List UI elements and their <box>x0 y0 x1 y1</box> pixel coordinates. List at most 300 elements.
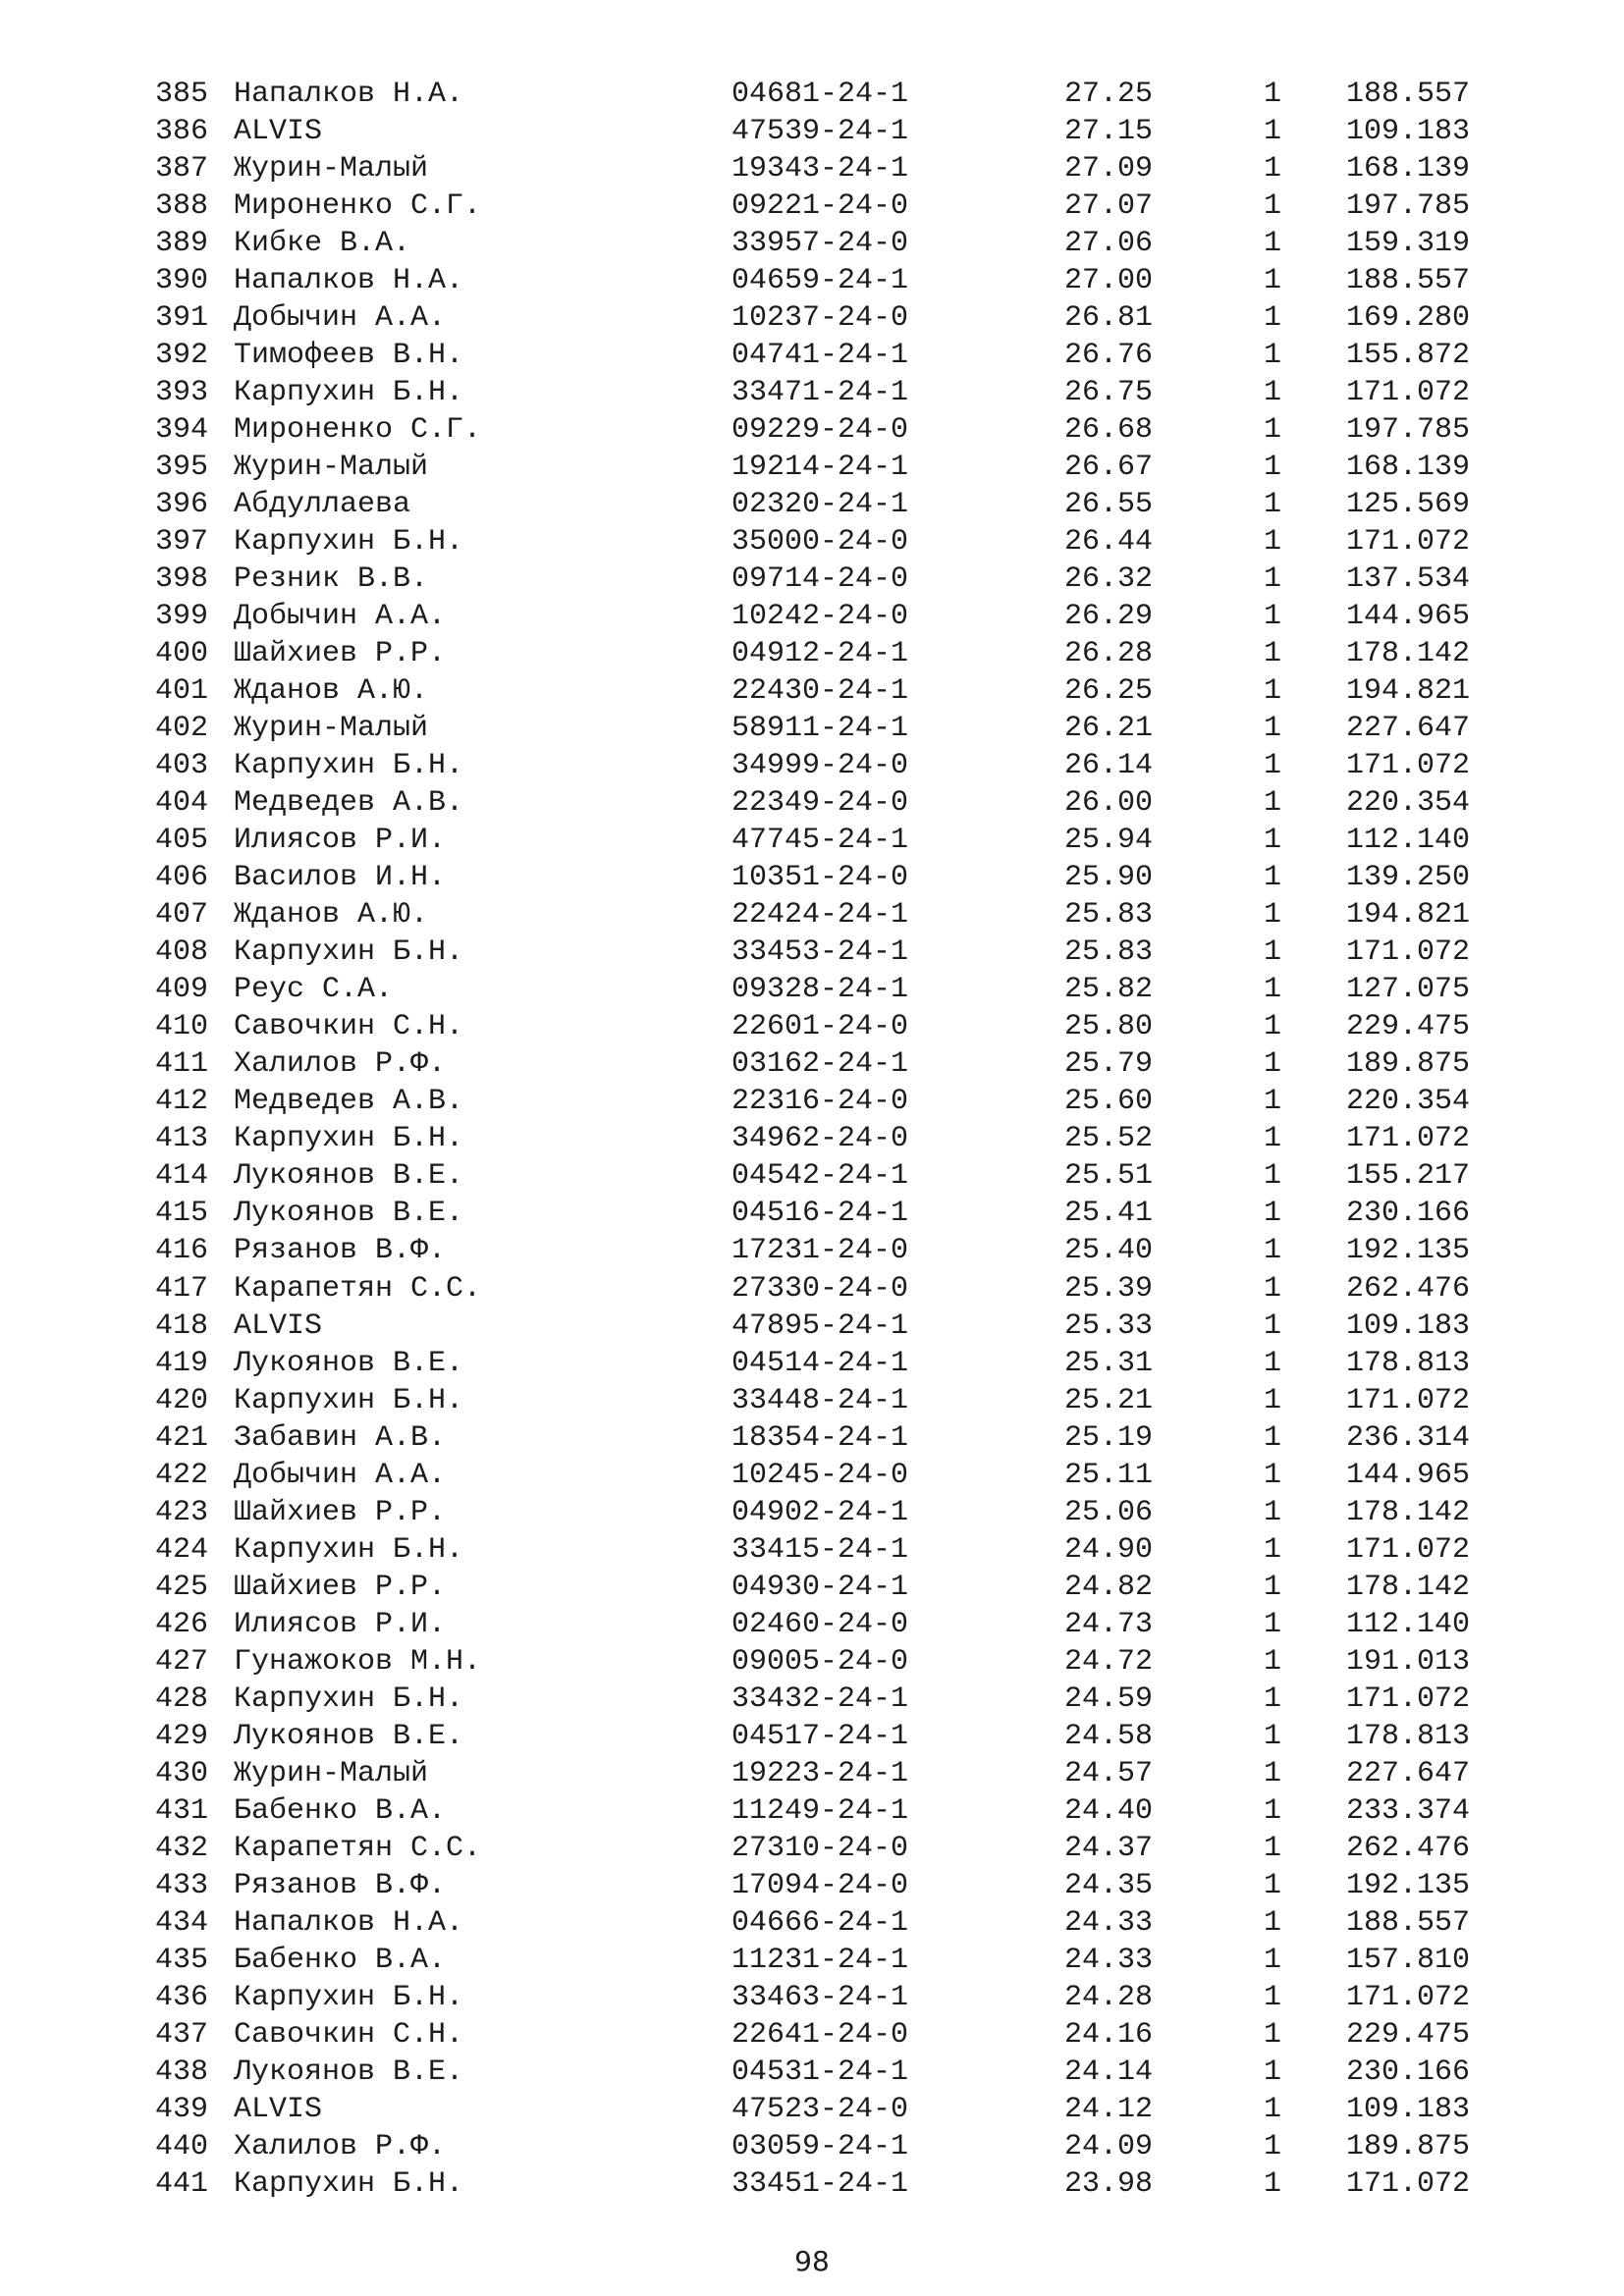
row-total: 197.785 <box>1346 413 1471 448</box>
row-rank: 419 <box>155 1346 209 1380</box>
row-total: 109.183 <box>1346 115 1471 149</box>
row-rank: 428 <box>155 1682 209 1716</box>
row-rank: 391 <box>155 301 209 336</box>
row-score: 26.29 <box>1064 600 1154 634</box>
row-total: 109.183 <box>1346 2092 1471 2126</box>
row-name: Шайхиев Р.Р. <box>234 1570 447 1604</box>
result-row <box>0 337 1624 374</box>
row-count: 1 <box>1264 1607 1282 1641</box>
result-row <box>0 859 1624 896</box>
row-count: 1 <box>1264 2017 1282 2052</box>
result-row <box>0 1345 1624 1382</box>
row-name: Забавин А.В. <box>234 1420 447 1455</box>
row-score: 25.90 <box>1064 861 1154 895</box>
row-count: 1 <box>1264 712 1282 746</box>
row-score: 24.16 <box>1064 2017 1154 2052</box>
row-count: 1 <box>1264 1980 1282 2014</box>
row-score: 25.19 <box>1064 1420 1154 1455</box>
row-score: 26.32 <box>1064 562 1154 597</box>
row-total: 189.875 <box>1346 1047 1471 1082</box>
row-name: Карпухин Б.Н. <box>234 1682 464 1716</box>
row-score: 25.83 <box>1064 898 1154 933</box>
row-name: Карпухин Б.Н. <box>234 525 464 560</box>
row-rank: 424 <box>155 1532 209 1567</box>
row-score: 23.98 <box>1064 2166 1154 2201</box>
row-rank: 402 <box>155 712 209 746</box>
row-rank: 387 <box>155 152 209 187</box>
row-code: 19223-24-1 <box>731 1756 909 1790</box>
row-total: 178.142 <box>1346 1495 1471 1529</box>
row-rank: 408 <box>155 935 209 970</box>
row-total: 188.557 <box>1346 264 1471 298</box>
row-code: 22424-24-1 <box>731 898 909 933</box>
row-total: 157.810 <box>1346 1943 1471 1977</box>
result-row <box>0 672 1624 710</box>
row-code: 03162-24-1 <box>731 1047 909 1082</box>
row-count: 1 <box>1264 451 1282 485</box>
row-code: 09229-24-0 <box>731 413 909 448</box>
row-total: 171.072 <box>1346 1682 1471 1716</box>
row-rank: 414 <box>155 1159 209 1194</box>
row-name: Карпухин Б.Н. <box>234 376 464 410</box>
row-count: 1 <box>1264 1532 1282 1567</box>
row-count: 1 <box>1264 1271 1282 1306</box>
row-score: 26.75 <box>1064 376 1154 410</box>
result-row <box>0 374 1624 411</box>
row-name: Медведев А.В. <box>234 1085 464 1119</box>
row-total: 191.013 <box>1346 1644 1471 1679</box>
row-code: 04531-24-1 <box>731 2055 909 2089</box>
row-name: Карпухин Б.Н. <box>234 1980 464 2014</box>
result-row <box>0 1942 1624 1979</box>
row-code: 04681-24-1 <box>731 78 909 111</box>
row-rank: 427 <box>155 1644 209 1679</box>
row-name: Лукоянов В.Е. <box>234 1159 464 1194</box>
row-count: 1 <box>1264 339 1282 373</box>
results-list <box>0 76 1624 2203</box>
row-rank: 410 <box>155 1010 209 1044</box>
row-rank: 385 <box>155 78 209 111</box>
result-row <box>0 2128 1624 2165</box>
row-rank: 386 <box>155 115 209 149</box>
row-score: 25.82 <box>1064 973 1154 1007</box>
row-code: 47539-24-1 <box>731 115 909 149</box>
row-total: 178.142 <box>1346 637 1471 671</box>
result-row <box>0 1830 1624 1867</box>
row-name: Тимофеев В.Н. <box>234 339 464 373</box>
row-score: 25.79 <box>1064 1047 1154 1082</box>
row-rank: 416 <box>155 1234 209 1268</box>
row-count: 1 <box>1264 301 1282 336</box>
row-rank: 389 <box>155 227 209 261</box>
row-score: 26.67 <box>1064 451 1154 485</box>
row-score: 25.60 <box>1064 1085 1154 1119</box>
row-code: 09221-24-0 <box>731 189 909 224</box>
row-code: 47523-24-0 <box>731 2092 909 2126</box>
result-row <box>0 1457 1624 1494</box>
result-row <box>0 1531 1624 1569</box>
row-score: 26.81 <box>1064 301 1154 336</box>
row-code: 33463-24-1 <box>731 1980 909 2014</box>
row-total: 171.072 <box>1346 1980 1471 2014</box>
row-total: 262.476 <box>1346 1271 1471 1306</box>
row-name: Напалков Н.А. <box>234 264 464 298</box>
row-score: 25.40 <box>1064 1234 1154 1268</box>
row-rank: 436 <box>155 1980 209 2014</box>
row-code: 27310-24-0 <box>731 1831 909 1865</box>
row-code: 04930-24-1 <box>731 1570 909 1604</box>
row-count: 1 <box>1264 2129 1282 2163</box>
row-total: 171.072 <box>1346 1122 1471 1156</box>
row-total: 188.557 <box>1346 1905 1471 1940</box>
row-total: 155.217 <box>1346 1159 1471 1194</box>
result-row <box>0 2091 1624 2128</box>
row-code: 34999-24-0 <box>731 749 909 783</box>
row-name: Журин-Малый <box>234 451 429 485</box>
result-row <box>0 1979 1624 2016</box>
row-rank: 441 <box>155 2166 209 2201</box>
row-name: Илиясов Р.И. <box>234 1607 447 1641</box>
row-score: 25.39 <box>1064 1271 1154 1306</box>
row-rank: 398 <box>155 562 209 597</box>
row-total: 229.475 <box>1346 2017 1471 2052</box>
row-total: 189.875 <box>1346 2129 1471 2163</box>
row-name: ALVIS <box>234 1308 323 1343</box>
row-rank: 395 <box>155 451 209 485</box>
result-row <box>0 635 1624 672</box>
row-total: 178.813 <box>1346 1346 1471 1380</box>
row-score: 25.80 <box>1064 1010 1154 1044</box>
row-count: 1 <box>1264 413 1282 448</box>
row-name: Карпухин Б.Н. <box>234 1383 464 1417</box>
row-name: Журин-Малый <box>234 712 429 746</box>
row-count: 1 <box>1264 1943 1282 1977</box>
row-rank: 426 <box>155 1607 209 1641</box>
row-total: 171.072 <box>1346 935 1471 970</box>
row-total: 139.250 <box>1346 861 1471 895</box>
row-count: 1 <box>1264 1644 1282 1679</box>
result-row <box>0 1157 1624 1195</box>
row-name: Бабенко В.А. <box>234 1793 447 1828</box>
row-code: 04666-24-1 <box>731 1905 909 1940</box>
row-name: Мироненко С.Г. <box>234 413 482 448</box>
row-total: 227.647 <box>1346 1756 1471 1790</box>
row-total: 171.072 <box>1346 749 1471 783</box>
row-count: 1 <box>1264 115 1282 149</box>
row-code: 09328-24-1 <box>731 973 909 1007</box>
result-row <box>0 598 1624 635</box>
row-total: 230.166 <box>1346 1197 1471 1231</box>
row-score: 24.73 <box>1064 1607 1154 1641</box>
row-code: 58911-24-1 <box>731 712 909 746</box>
result-row <box>0 822 1624 859</box>
result-row <box>0 1195 1624 1232</box>
row-score: 26.44 <box>1064 525 1154 560</box>
result-row <box>0 1569 1624 1606</box>
row-score: 24.35 <box>1064 1868 1154 1902</box>
result-row <box>0 971 1624 1008</box>
row-rank: 420 <box>155 1383 209 1417</box>
row-count: 1 <box>1264 1234 1282 1268</box>
row-total: 171.072 <box>1346 1532 1471 1567</box>
result-row <box>0 561 1624 598</box>
row-name: Гунажоков М.Н. <box>234 1644 482 1679</box>
row-code: 17231-24-0 <box>731 1234 909 1268</box>
row-name: Журин-Малый <box>234 1756 429 1790</box>
result-row <box>0 523 1624 561</box>
row-count: 1 <box>1264 786 1282 821</box>
row-name: Карпухин Б.Н. <box>234 2166 464 2201</box>
row-code: 47895-24-1 <box>731 1308 909 1343</box>
row-count: 1 <box>1264 935 1282 970</box>
result-row <box>0 896 1624 934</box>
row-rank: 418 <box>155 1308 209 1343</box>
row-code: 47745-24-1 <box>731 824 909 858</box>
row-count: 1 <box>1264 1682 1282 1716</box>
result-row <box>0 1045 1624 1083</box>
row-name: ALVIS <box>234 115 323 149</box>
row-rank: 423 <box>155 1495 209 1529</box>
result-row <box>0 1382 1624 1419</box>
row-score: 27.09 <box>1064 152 1154 187</box>
row-count: 1 <box>1264 1346 1282 1380</box>
row-code: 02460-24-0 <box>731 1607 909 1641</box>
row-score: 24.33 <box>1064 1943 1154 1977</box>
row-total: 171.072 <box>1346 376 1471 410</box>
row-count: 1 <box>1264 1719 1282 1753</box>
row-total: 168.139 <box>1346 152 1471 187</box>
row-total: 144.965 <box>1346 1458 1471 1492</box>
row-name: Василов И.Н. <box>234 861 447 895</box>
row-name: Медведев А.В. <box>234 786 464 821</box>
row-rank: 432 <box>155 1831 209 1865</box>
row-name: Реус С.А. <box>234 973 394 1007</box>
row-total: 171.072 <box>1346 1383 1471 1417</box>
row-rank: 434 <box>155 1905 209 1940</box>
row-total: 220.354 <box>1346 786 1471 821</box>
row-total: 229.475 <box>1346 1010 1471 1044</box>
row-code: 22430-24-1 <box>731 674 909 709</box>
row-rank: 425 <box>155 1570 209 1604</box>
row-rank: 405 <box>155 824 209 858</box>
page-number: 98 <box>794 2245 830 2277</box>
row-name: Бабенко В.А. <box>234 1943 447 1977</box>
row-code: 04659-24-1 <box>731 264 909 298</box>
row-total: 236.314 <box>1346 1420 1471 1455</box>
row-code: 04902-24-1 <box>731 1495 909 1529</box>
row-name: Рязанов В.Ф. <box>234 1868 447 1902</box>
row-rank: 404 <box>155 786 209 821</box>
row-rank: 411 <box>155 1047 209 1082</box>
row-code: 33453-24-1 <box>731 935 909 970</box>
row-score: 24.37 <box>1064 1831 1154 1865</box>
row-total: 155.872 <box>1346 339 1471 373</box>
result-row <box>0 784 1624 822</box>
row-code: 22316-24-0 <box>731 1085 909 1119</box>
row-name: Карапетян С.С. <box>234 1831 482 1865</box>
result-row <box>0 1308 1624 1345</box>
row-count: 1 <box>1264 1905 1282 1940</box>
row-total: 233.374 <box>1346 1793 1471 1828</box>
row-name: Журин-Малый <box>234 152 429 187</box>
row-count: 1 <box>1264 227 1282 261</box>
result-row <box>0 1867 1624 1904</box>
row-rank: 422 <box>155 1458 209 1492</box>
row-rank: 429 <box>155 1719 209 1753</box>
row-count: 1 <box>1264 1122 1282 1156</box>
row-name: Мироненко С.Г. <box>234 189 482 224</box>
result-row <box>0 449 1624 486</box>
row-rank: 435 <box>155 1943 209 1977</box>
result-row <box>0 1270 1624 1308</box>
row-score: 26.14 <box>1064 749 1154 783</box>
row-code: 02320-24-1 <box>731 488 909 522</box>
row-score: 25.41 <box>1064 1197 1154 1231</box>
row-name: Добычин А.А. <box>234 600 447 634</box>
row-total: 220.354 <box>1346 1085 1471 1119</box>
row-code: 04516-24-1 <box>731 1197 909 1231</box>
row-count: 1 <box>1264 1047 1282 1082</box>
row-name: Жданов А.Ю. <box>234 674 429 709</box>
row-score: 26.00 <box>1064 786 1154 821</box>
row-name: Добычин А.А. <box>234 1458 447 1492</box>
row-code: 11231-24-1 <box>731 1943 909 1977</box>
result-row <box>0 225 1624 262</box>
row-total: 144.965 <box>1346 600 1471 634</box>
result-row <box>0 76 1624 113</box>
row-score: 24.58 <box>1064 1719 1154 1753</box>
row-score: 25.33 <box>1064 1308 1154 1343</box>
row-code: 04912-24-1 <box>731 637 909 671</box>
row-name: Добычин А.А. <box>234 301 447 336</box>
result-row <box>0 299 1624 337</box>
row-code: 19343-24-1 <box>731 152 909 187</box>
row-count: 1 <box>1264 1793 1282 1828</box>
result-row <box>0 2054 1624 2091</box>
row-total: 230.166 <box>1346 2055 1471 2089</box>
row-name: Халилов Р.Ф. <box>234 1047 447 1082</box>
result-row <box>0 1120 1624 1157</box>
row-name: Абдуллаева <box>234 488 411 522</box>
row-count: 1 <box>1264 2166 1282 2201</box>
row-count: 1 <box>1264 376 1282 410</box>
row-count: 1 <box>1264 562 1282 597</box>
row-count: 1 <box>1264 1458 1282 1492</box>
row-score: 27.25 <box>1064 78 1154 111</box>
row-code: 33471-24-1 <box>731 376 909 410</box>
row-count: 1 <box>1264 1756 1282 1790</box>
row-count: 1 <box>1264 1197 1282 1231</box>
result-row <box>0 934 1624 971</box>
row-code: 09714-24-0 <box>731 562 909 597</box>
row-score: 26.76 <box>1064 339 1154 373</box>
row-code: 33432-24-1 <box>731 1682 909 1716</box>
row-total: 127.075 <box>1346 973 1471 1007</box>
row-code: 10242-24-0 <box>731 600 909 634</box>
row-code: 33448-24-1 <box>731 1383 909 1417</box>
row-total: 159.319 <box>1346 227 1471 261</box>
row-total: 197.785 <box>1346 189 1471 224</box>
row-rank: 392 <box>155 339 209 373</box>
row-total: 137.534 <box>1346 562 1471 597</box>
row-count: 1 <box>1264 152 1282 187</box>
result-row <box>0 486 1624 523</box>
row-rank: 406 <box>155 861 209 895</box>
row-count: 1 <box>1264 1831 1282 1865</box>
row-name: Лукоянов В.Е. <box>234 1346 464 1380</box>
row-rank: 399 <box>155 600 209 634</box>
row-code: 17094-24-0 <box>731 1868 909 1902</box>
row-rank: 390 <box>155 264 209 298</box>
row-name: Халилов Р.Ф. <box>234 2129 447 2163</box>
row-score: 24.09 <box>1064 2129 1154 2163</box>
row-name: Савочкин С.Н. <box>234 2017 464 2052</box>
row-total: 194.821 <box>1346 674 1471 709</box>
row-rank: 421 <box>155 1420 209 1455</box>
row-score: 26.55 <box>1064 488 1154 522</box>
row-code: 03059-24-1 <box>731 2129 909 2163</box>
row-total: 125.569 <box>1346 488 1471 522</box>
row-code: 35000-24-0 <box>731 525 909 560</box>
row-count: 1 <box>1264 488 1282 522</box>
row-total: 112.140 <box>1346 824 1471 858</box>
row-name: Лукоянов В.Е. <box>234 1719 464 1753</box>
row-rank: 409 <box>155 973 209 1007</box>
row-code: 22349-24-0 <box>731 786 909 821</box>
result-row <box>0 150 1624 187</box>
result-row <box>0 1419 1624 1457</box>
row-name: Савочкин С.Н. <box>234 1010 464 1044</box>
row-name: ALVIS <box>234 2092 323 2126</box>
row-code: 22641-24-0 <box>731 2017 909 2052</box>
row-count: 1 <box>1264 637 1282 671</box>
row-count: 1 <box>1264 1010 1282 1044</box>
row-name: Резник В.В. <box>234 562 429 597</box>
row-rank: 413 <box>155 1122 209 1156</box>
row-rank: 440 <box>155 2129 209 2163</box>
row-score: 26.68 <box>1064 413 1154 448</box>
row-name: Карпухин Б.Н. <box>234 749 464 783</box>
row-rank: 393 <box>155 376 209 410</box>
row-rank: 394 <box>155 413 209 448</box>
row-code: 04517-24-1 <box>731 1719 909 1753</box>
row-count: 1 <box>1264 749 1282 783</box>
row-rank: 397 <box>155 525 209 560</box>
row-code: 33957-24-0 <box>731 227 909 261</box>
row-score: 27.00 <box>1064 264 1154 298</box>
result-row <box>0 710 1624 747</box>
row-name: Напалков Н.А. <box>234 78 464 111</box>
row-name: Карапетян С.С. <box>234 1271 482 1306</box>
row-name: Шайхиев Р.Р. <box>234 637 447 671</box>
result-row <box>0 1904 1624 1942</box>
row-count: 1 <box>1264 1570 1282 1604</box>
row-score: 24.40 <box>1064 1793 1154 1828</box>
row-rank: 400 <box>155 637 209 671</box>
row-score: 24.12 <box>1064 2092 1154 2126</box>
result-row <box>0 187 1624 225</box>
row-name: Жданов А.Ю. <box>234 898 429 933</box>
row-code: 04741-24-1 <box>731 339 909 373</box>
row-count: 1 <box>1264 2055 1282 2089</box>
row-rank: 401 <box>155 674 209 709</box>
row-code: 11249-24-1 <box>731 1793 909 1828</box>
result-row <box>0 262 1624 299</box>
row-score: 24.82 <box>1064 1570 1154 1604</box>
row-name: Кибке В.А. <box>234 227 411 261</box>
result-row <box>0 1755 1624 1792</box>
row-count: 1 <box>1264 2092 1282 2126</box>
